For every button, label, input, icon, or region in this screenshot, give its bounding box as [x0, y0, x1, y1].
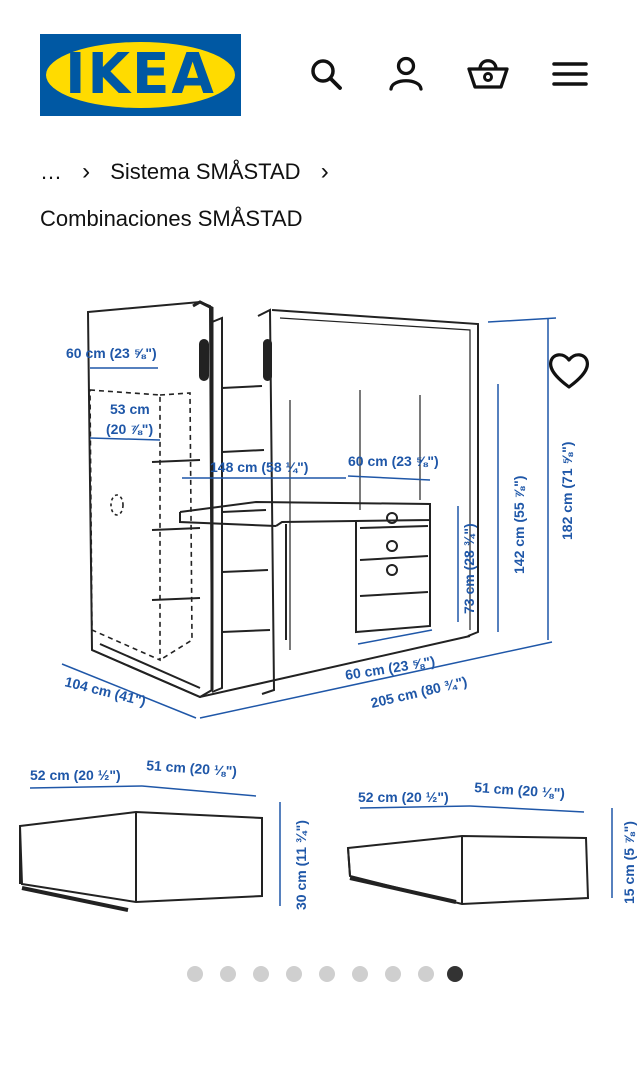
carousel-dot[interactable]	[187, 966, 203, 982]
breadcrumb	[40, 158, 343, 190]
chevron-right-icon: ›	[320, 158, 329, 186]
logo-text: IKEA	[65, 42, 216, 107]
favorite-heart-icon[interactable]	[546, 348, 592, 394]
dim-underbed-height: 142 cm (55 ⅞")	[511, 475, 527, 574]
carousel-dot[interactable]	[352, 966, 368, 982]
carousel-dot[interactable]	[418, 966, 434, 982]
carousel-dot[interactable]	[286, 966, 302, 982]
dim-wardrobe-width-b: (20 ⅞")	[106, 421, 154, 437]
breadcrumb-item-sistema[interactable]: Sistema SMÅSTAD	[110, 159, 301, 185]
dim-desk-depth-top: 60 cm (23 ⅝")	[348, 453, 439, 469]
carousel-pagination	[0, 963, 640, 985]
product-dimension-image[interactable]	[0, 290, 640, 930]
header	[0, 0, 640, 130]
dim-drawer-large-height: 30 cm (11 ¾")	[293, 820, 309, 910]
dim-desk-length: 148 cm (58 ¼")	[210, 459, 309, 475]
dimension-drawing	[0, 290, 640, 930]
menu-icon[interactable]	[548, 52, 592, 96]
breadcrumb-current[interactable]: Combinaciones SMÅSTAD	[40, 206, 303, 231]
dim-drawer-large-depth: 51 cm (20 ⅛")	[145, 757, 238, 780]
carousel-dot[interactable]	[447, 966, 463, 982]
basket-icon[interactable]	[466, 52, 510, 96]
chevron-right-icon: ›	[82, 158, 91, 186]
dim-drawer-small-depth: 51 cm (20 ⅛")	[473, 779, 566, 802]
dim-length: 205 cm (80 ¾")	[369, 673, 469, 711]
dim-desk-depth-bottom: 60 cm (23 ⅝")	[343, 652, 437, 683]
carousel-dot[interactable]	[253, 966, 269, 982]
dim-drawer-large-width: 52 cm (20 ½")	[30, 767, 121, 783]
ikea-logo[interactable]	[40, 34, 241, 116]
dim-desk-height: 73 cm (28 ¾")	[461, 523, 477, 614]
search-icon[interactable]	[304, 52, 348, 96]
carousel-dot[interactable]	[385, 966, 401, 982]
breadcrumb-ellipsis[interactable]: …	[40, 159, 62, 185]
dim-depth: 104 cm (41")	[63, 673, 148, 709]
carousel-dot[interactable]	[319, 966, 335, 982]
dim-drawer-small-height: 15 cm (5 ⅞")	[621, 821, 637, 904]
dim-drawer-small-width: 52 cm (20 ½")	[358, 789, 449, 805]
carousel-dot[interactable]	[220, 966, 236, 982]
dim-total-height: 182 cm (71 ⅝")	[559, 441, 575, 540]
dim-shelf-width: 60 cm (23 ⅝")	[66, 345, 157, 361]
account-icon[interactable]	[384, 52, 428, 96]
dim-wardrobe-width-a: 53 cm	[110, 401, 150, 417]
